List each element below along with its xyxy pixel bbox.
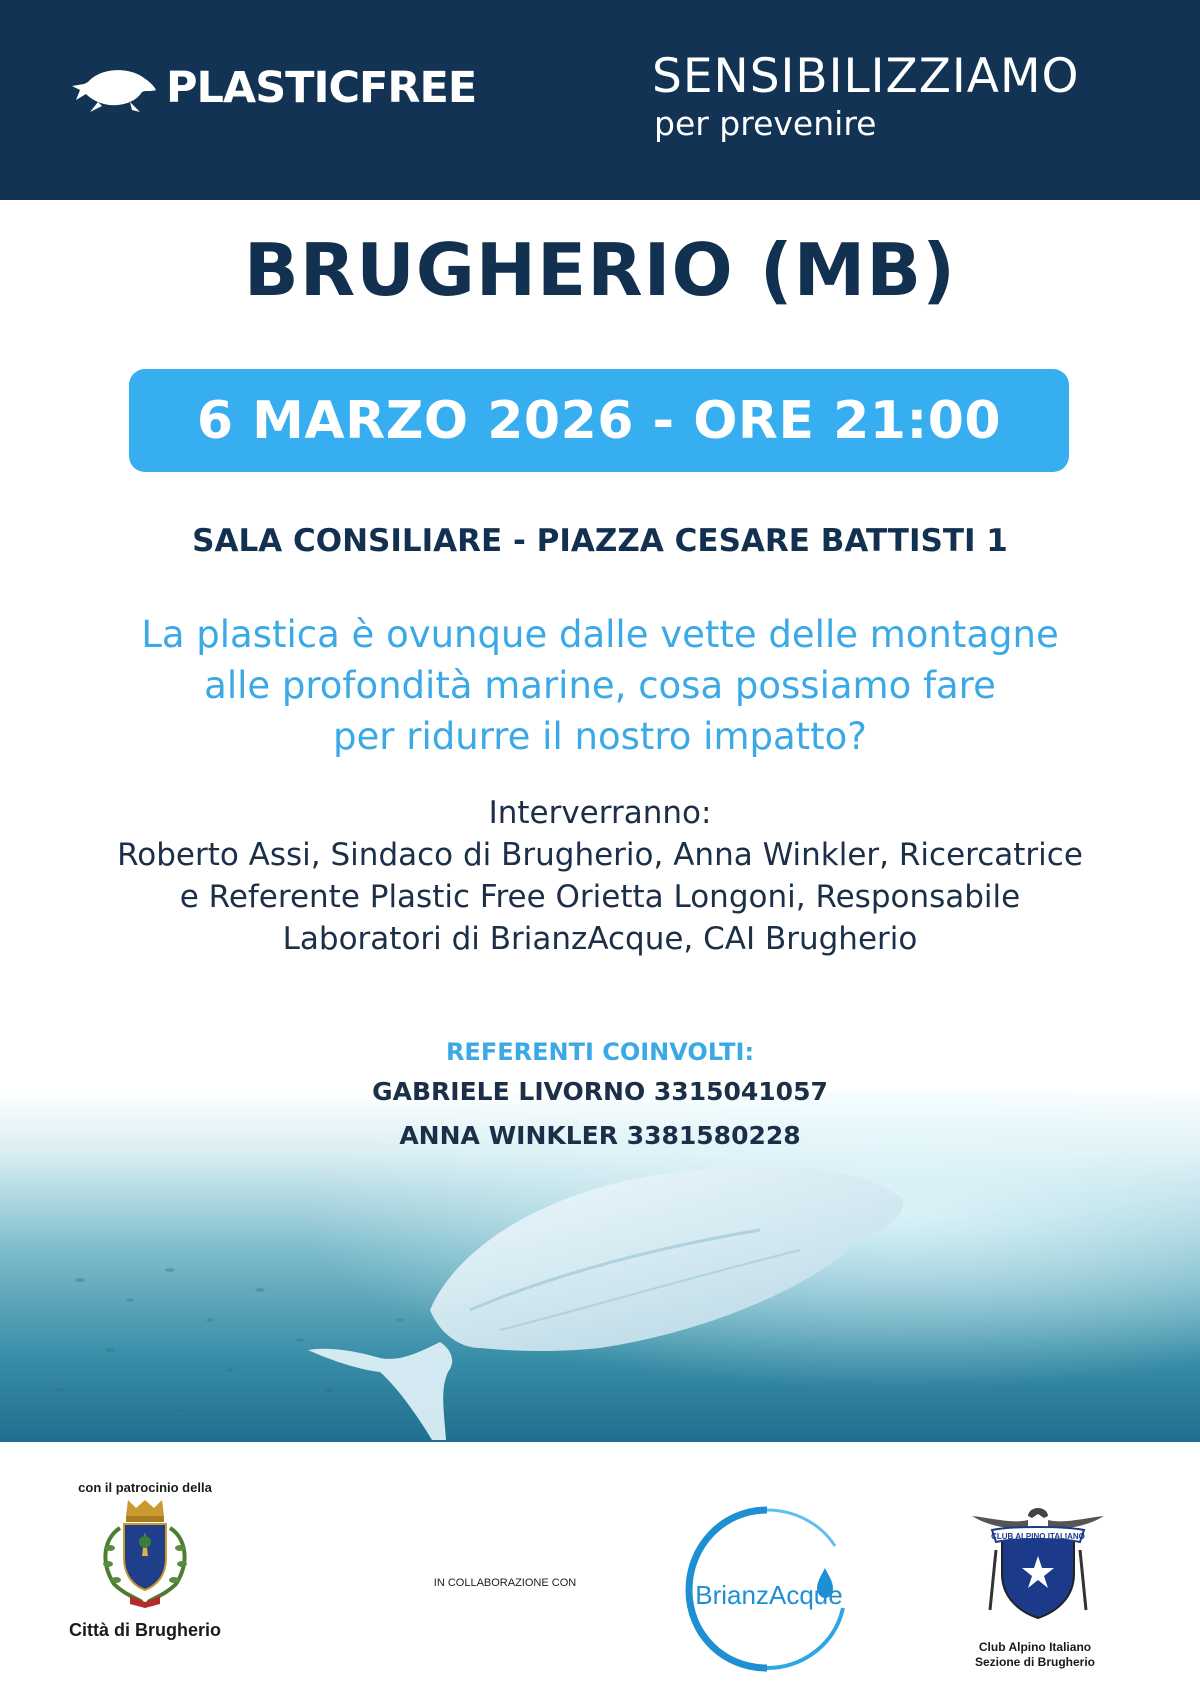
collaboration-label: IN COLLABORAZIONE CON [433,1577,577,1589]
question-line: per ridurre il nostro impatto? [333,715,867,758]
question-text [0,609,1200,762]
turtle-icon [70,62,160,114]
cai-badge-text: CLUB ALPINO ITALIANO [991,1532,1085,1541]
question-line: La plastica è ovunque dalle vette delle montagne [141,613,1059,656]
speakers-block [0,792,1200,960]
contacts-label: REFERENTI COINVOLTI: [445,1038,755,1066]
date-banner [129,369,1069,472]
plasticfree-logo [70,60,476,115]
cai-logo [962,1500,1114,1625]
brianzacque-logo-text: BrianzAcque [695,1580,843,1610]
event-city: BRUGHERIO (MB) [243,228,957,312]
question-line: alle profondità marine, cosa possiamo fare [204,664,996,707]
brugherio-coat-of-arms [80,1498,210,1608]
slogan [652,48,1080,142]
speakers-line: e Referente Plastic Free Orietta Longoni, Responsabile [179,879,1021,915]
cai-caption [955,1640,1115,1670]
contact-person: GABRIELE LIVORNO 3315041057 [372,1077,828,1106]
speakers-line: Roberto Assi, Sindaco di Brugherio, Anna Winkler, Ricercatrice [117,837,1083,873]
brand-name: PLASTICFREE [166,62,477,113]
speakers-heading: Interverranno: [488,795,712,831]
cai-section: Sezione di Brugherio [974,1655,1095,1669]
city-name: Città di Brugherio [69,1620,221,1640]
torn-paper-edge [0,168,1200,214]
slogan-sub: per prevenire [654,104,877,143]
cai-name: Club Alpino Italiano [978,1640,1092,1654]
contacts-block [0,1034,1200,1158]
contact-person: ANNA WINKLER 3381580228 [399,1121,801,1150]
speakers-line: Laboratori di BrianzAcque, CAI Brugherio [282,921,918,957]
brianzacque-logo [675,1498,860,1683]
patronage-label: con il patrocinio della [78,1480,212,1495]
event-venue: SALA CONSILIARE - PIAZZA CESARE BATTISTI 1 [192,523,1008,559]
event-date-time: 6 MARZO 2026 - ORE 21:00 [196,390,1002,451]
slogan-main: SENSIBILIZZIAMO [652,49,1080,104]
